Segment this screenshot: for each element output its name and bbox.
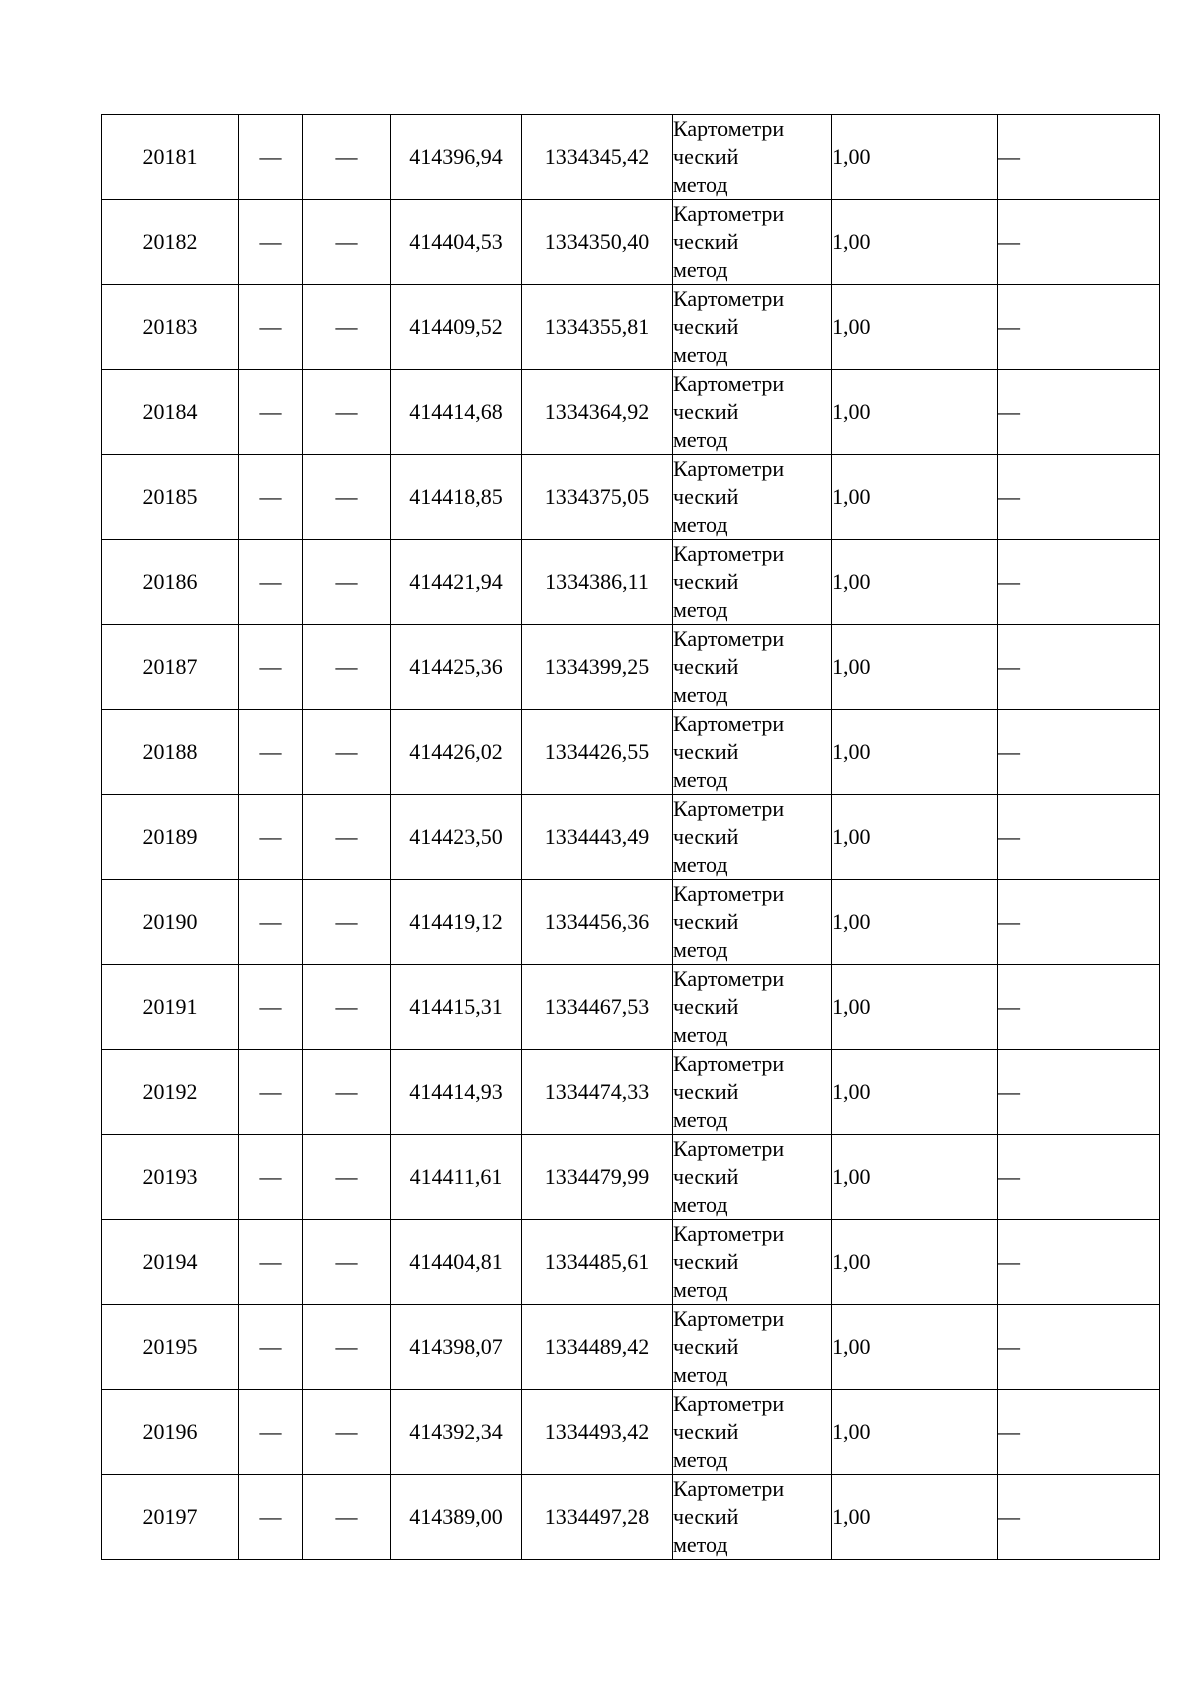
accuracy-text: 1,00 — [832, 229, 871, 254]
empty-value-cell — [303, 370, 391, 455]
description-cell — [998, 1050, 1160, 1135]
empty-value-cell — [239, 455, 303, 540]
x-coordinate-cell — [391, 1475, 522, 1560]
description-cell — [998, 540, 1160, 625]
method-cell — [673, 1135, 832, 1220]
point-number-text: 20191 — [142, 994, 198, 1019]
accuracy-text: 1,00 — [832, 739, 871, 764]
x-coordinate-text: 414426,02 — [409, 739, 503, 764]
y-coordinate-cell — [522, 1475, 673, 1560]
point-number-cell — [102, 1475, 239, 1560]
table-row — [102, 200, 1160, 285]
method-cell — [673, 285, 832, 370]
empty-value-cell — [303, 1390, 391, 1475]
accuracy-text: 1,00 — [832, 824, 871, 849]
x-coordinate-text: 414414,68 — [409, 399, 503, 424]
point-number-text: 20186 — [142, 569, 198, 594]
table-body — [102, 115, 1160, 1560]
description-text: — — [998, 314, 1020, 339]
method-text: Картометри ческий метод — [673, 626, 785, 707]
y-coordinate-text: 1334485,61 — [544, 1249, 650, 1274]
point-number-cell — [102, 795, 239, 880]
method-cell — [673, 710, 832, 795]
table-row — [102, 455, 1160, 540]
empty-value-text: — — [259, 1419, 282, 1444]
method-text: Картометри ческий метод — [673, 881, 785, 962]
x-coordinate-text: 414418,85 — [409, 484, 503, 509]
y-coordinate-cell — [522, 1135, 673, 1220]
accuracy-text: 1,00 — [832, 994, 871, 1019]
x-coordinate-text: 414411,61 — [409, 1164, 503, 1189]
point-number-cell — [102, 965, 239, 1050]
point-number-text: 20197 — [142, 1504, 198, 1529]
empty-value-text: — — [259, 654, 282, 679]
x-coordinate-text: 414409,52 — [409, 314, 503, 339]
method-cell — [673, 115, 832, 200]
empty-value-text: — — [335, 994, 358, 1019]
empty-value-cell — [303, 455, 391, 540]
empty-value-text: — — [259, 824, 282, 849]
x-coordinate-text: 414414,93 — [409, 1079, 503, 1104]
accuracy-cell — [832, 880, 998, 965]
empty-value-cell — [239, 1475, 303, 1560]
x-coordinate-cell — [391, 200, 522, 285]
accuracy-cell — [832, 1050, 998, 1135]
y-coordinate-cell — [522, 285, 673, 370]
empty-value-text: — — [259, 1504, 282, 1529]
y-coordinate-cell — [522, 880, 673, 965]
empty-value-text: — — [335, 739, 358, 764]
table-row — [102, 795, 1160, 880]
accuracy-cell — [832, 200, 998, 285]
description-text: — — [998, 994, 1020, 1019]
point-number-cell — [102, 880, 239, 965]
accuracy-text: 1,00 — [832, 909, 871, 934]
point-number-text: 20181 — [142, 144, 198, 169]
y-coordinate-text: 1334364,92 — [544, 399, 650, 424]
empty-value-text: — — [259, 994, 282, 1019]
empty-value-cell — [303, 625, 391, 710]
empty-value-text: — — [259, 229, 282, 254]
description-text: — — [998, 739, 1020, 764]
table-row — [102, 1305, 1160, 1390]
empty-value-cell — [239, 625, 303, 710]
accuracy-cell — [832, 710, 998, 795]
accuracy-text: 1,00 — [832, 654, 871, 679]
description-text: — — [998, 1249, 1020, 1274]
point-number-cell — [102, 115, 239, 200]
accuracy-text: 1,00 — [832, 399, 871, 424]
accuracy-text: 1,00 — [832, 1419, 871, 1444]
y-coordinate-text: 1334467,53 — [544, 994, 650, 1019]
empty-value-cell — [239, 200, 303, 285]
x-coordinate-text: 414396,94 — [409, 144, 503, 169]
table-row — [102, 710, 1160, 795]
x-coordinate-text: 414419,12 — [409, 909, 503, 934]
description-text: — — [998, 1334, 1020, 1359]
x-coordinate-cell — [391, 540, 522, 625]
empty-value-cell — [239, 965, 303, 1050]
accuracy-cell — [832, 625, 998, 710]
empty-value-cell — [303, 200, 391, 285]
accuracy-text: 1,00 — [832, 1249, 871, 1274]
description-cell — [998, 1390, 1160, 1475]
method-text: Картометри ческий метод — [673, 201, 785, 282]
y-coordinate-text: 1334456,36 — [544, 909, 650, 934]
point-number-text: 20185 — [142, 484, 198, 509]
description-cell — [998, 1220, 1160, 1305]
accuracy-cell — [832, 1390, 998, 1475]
y-coordinate-text: 1334375,05 — [544, 484, 650, 509]
y-coordinate-text: 1334386,11 — [545, 569, 649, 594]
point-number-text: 20187 — [142, 654, 198, 679]
table-row — [102, 1390, 1160, 1475]
x-coordinate-text: 414398,07 — [409, 1334, 503, 1359]
point-number-cell — [102, 1220, 239, 1305]
description-text: — — [998, 484, 1020, 509]
y-coordinate-cell — [522, 1220, 673, 1305]
empty-value-text: — — [335, 909, 358, 934]
y-coordinate-cell — [522, 115, 673, 200]
point-number-text: 20188 — [142, 739, 198, 764]
method-text: Картометри ческий метод — [673, 796, 785, 877]
empty-value-cell — [303, 540, 391, 625]
description-text: — — [998, 824, 1020, 849]
empty-value-cell — [303, 795, 391, 880]
accuracy-cell — [832, 1305, 998, 1390]
description-cell — [998, 1475, 1160, 1560]
description-cell — [998, 370, 1160, 455]
empty-value-text: — — [335, 654, 358, 679]
method-text: Картометри ческий метод — [673, 116, 785, 197]
description-text: — — [998, 144, 1020, 169]
x-coordinate-cell — [391, 1305, 522, 1390]
x-coordinate-text: 414389,00 — [409, 1504, 503, 1529]
empty-value-text: — — [259, 1079, 282, 1104]
point-number-text: 20189 — [142, 824, 198, 849]
y-coordinate-cell — [522, 1305, 673, 1390]
accuracy-cell — [832, 285, 998, 370]
method-cell — [673, 1390, 832, 1475]
method-cell — [673, 965, 832, 1050]
description-text: — — [998, 1504, 1020, 1529]
table-row — [102, 625, 1160, 710]
x-coordinate-text: 414415,31 — [409, 994, 503, 1019]
method-cell — [673, 1305, 832, 1390]
method-cell — [673, 1050, 832, 1135]
x-coordinate-cell — [391, 1390, 522, 1475]
empty-value-cell — [239, 285, 303, 370]
x-coordinate-cell — [391, 285, 522, 370]
empty-value-text: — — [259, 1164, 282, 1189]
empty-value-text: — — [259, 569, 282, 594]
method-cell — [673, 880, 832, 965]
empty-value-cell — [239, 1135, 303, 1220]
empty-value-text: — — [259, 909, 282, 934]
empty-value-text: — — [259, 1249, 282, 1274]
description-text: — — [998, 1164, 1020, 1189]
empty-value-text: — — [335, 1419, 358, 1444]
empty-value-text: — — [335, 1249, 358, 1274]
coordinates-table — [101, 114, 1160, 1560]
point-number-cell — [102, 1305, 239, 1390]
empty-value-cell — [239, 370, 303, 455]
empty-value-cell — [303, 1135, 391, 1220]
point-number-cell — [102, 710, 239, 795]
method-cell — [673, 370, 832, 455]
empty-value-cell — [303, 965, 391, 1050]
y-coordinate-text: 1334497,28 — [544, 1504, 650, 1529]
point-number-text: 20193 — [142, 1164, 198, 1189]
accuracy-cell — [832, 795, 998, 880]
x-coordinate-cell — [391, 795, 522, 880]
point-number-text: 20195 — [142, 1334, 198, 1359]
empty-value-text: — — [335, 144, 358, 169]
table-row — [102, 965, 1160, 1050]
y-coordinate-cell — [522, 200, 673, 285]
y-coordinate-cell — [522, 795, 673, 880]
method-text: Картометри ческий метод — [673, 1476, 785, 1557]
method-text: Картометри ческий метод — [673, 371, 785, 452]
method-text: Картометри ческий метод — [673, 286, 785, 367]
description-cell — [998, 710, 1160, 795]
accuracy-text: 1,00 — [832, 484, 871, 509]
empty-value-text: — — [259, 1334, 282, 1359]
accuracy-cell — [832, 115, 998, 200]
description-text: — — [998, 399, 1020, 424]
description-text: — — [998, 654, 1020, 679]
x-coordinate-cell — [391, 455, 522, 540]
y-coordinate-cell — [522, 965, 673, 1050]
accuracy-text: 1,00 — [832, 144, 871, 169]
empty-value-text: — — [335, 314, 358, 339]
empty-value-cell — [239, 1220, 303, 1305]
table-row — [102, 370, 1160, 455]
point-number-text: 20183 — [142, 314, 198, 339]
x-coordinate-cell — [391, 1050, 522, 1135]
method-cell — [673, 795, 832, 880]
x-coordinate-cell — [391, 1135, 522, 1220]
y-coordinate-cell — [522, 625, 673, 710]
description-cell — [998, 1135, 1160, 1220]
x-coordinate-text: 414404,81 — [409, 1249, 503, 1274]
empty-value-cell — [303, 1305, 391, 1390]
y-coordinate-cell — [522, 540, 673, 625]
accuracy-cell — [832, 370, 998, 455]
y-coordinate-text: 1334426,55 — [544, 739, 650, 764]
empty-value-text: — — [335, 1164, 358, 1189]
empty-value-text: — — [335, 399, 358, 424]
description-cell — [998, 880, 1160, 965]
accuracy-text: 1,00 — [832, 1079, 871, 1104]
method-cell — [673, 455, 832, 540]
description-text: — — [998, 569, 1020, 594]
y-coordinate-text: 1334493,42 — [544, 1419, 650, 1444]
y-coordinate-cell — [522, 370, 673, 455]
y-coordinate-text: 1334345,42 — [544, 144, 650, 169]
empty-value-text: — — [335, 484, 358, 509]
empty-value-cell — [303, 1475, 391, 1560]
empty-value-cell — [303, 880, 391, 965]
empty-value-text: — — [335, 1334, 358, 1359]
x-coordinate-text: 414392,34 — [409, 1419, 503, 1444]
method-cell — [673, 625, 832, 710]
point-number-cell — [102, 285, 239, 370]
x-coordinate-text: 414423,50 — [409, 824, 503, 849]
empty-value-text: — — [335, 824, 358, 849]
y-coordinate-cell — [522, 710, 673, 795]
method-cell — [673, 540, 832, 625]
empty-value-cell — [303, 710, 391, 795]
table-row — [102, 115, 1160, 200]
empty-value-cell — [303, 115, 391, 200]
description-text: — — [998, 1419, 1020, 1444]
method-cell — [673, 1475, 832, 1560]
empty-value-text: — — [259, 484, 282, 509]
description-cell — [998, 200, 1160, 285]
accuracy-cell — [832, 540, 998, 625]
method-text: Картометри ческий метод — [673, 541, 785, 622]
y-coordinate-cell — [522, 1390, 673, 1475]
method-text: Картометри ческий метод — [673, 1221, 785, 1302]
description-cell — [998, 115, 1160, 200]
empty-value-text: — — [259, 144, 282, 169]
x-coordinate-text: 414421,94 — [409, 569, 503, 594]
point-number-text: 20190 — [142, 909, 198, 934]
accuracy-cell — [832, 1135, 998, 1220]
empty-value-cell — [239, 710, 303, 795]
y-coordinate-cell — [522, 455, 673, 540]
point-number-text: 20182 — [142, 229, 198, 254]
empty-value-cell — [239, 1305, 303, 1390]
point-number-cell — [102, 1050, 239, 1135]
description-cell — [998, 965, 1160, 1050]
empty-value-text: — — [259, 314, 282, 339]
empty-value-text: — — [259, 399, 282, 424]
accuracy-cell — [832, 1475, 998, 1560]
description-cell — [998, 455, 1160, 540]
x-coordinate-text: 414425,36 — [409, 654, 503, 679]
point-number-text: 20196 — [142, 1419, 198, 1444]
y-coordinate-text: 1334479,99 — [544, 1164, 650, 1189]
empty-value-cell — [303, 1050, 391, 1135]
description-text: — — [998, 229, 1020, 254]
x-coordinate-cell — [391, 370, 522, 455]
y-coordinate-text: 1334350,40 — [544, 229, 650, 254]
table-row — [102, 285, 1160, 370]
method-text: Картометри ческий метод — [673, 456, 785, 537]
empty-value-cell — [239, 1050, 303, 1135]
y-coordinate-text: 1334474,33 — [544, 1079, 650, 1104]
empty-value-cell — [239, 1390, 303, 1475]
x-coordinate-cell — [391, 1220, 522, 1305]
method-cell — [673, 200, 832, 285]
description-cell — [998, 285, 1160, 370]
method-text: Картометри ческий метод — [673, 711, 785, 792]
point-number-cell — [102, 1135, 239, 1220]
point-number-text: 20184 — [142, 399, 198, 424]
x-coordinate-cell — [391, 115, 522, 200]
point-number-text: 20194 — [142, 1249, 198, 1274]
accuracy-cell — [832, 965, 998, 1050]
table-row — [102, 1220, 1160, 1305]
empty-value-cell — [239, 540, 303, 625]
x-coordinate-cell — [391, 965, 522, 1050]
x-coordinate-text: 414404,53 — [409, 229, 503, 254]
method-text: Картометри ческий метод — [673, 1306, 785, 1387]
description-text: — — [998, 1079, 1020, 1104]
empty-value-text: — — [335, 229, 358, 254]
method-text: Картометри ческий метод — [673, 1391, 785, 1472]
method-text: Картометри ческий метод — [673, 1051, 785, 1132]
x-coordinate-cell — [391, 880, 522, 965]
description-cell — [998, 795, 1160, 880]
table-row — [102, 1135, 1160, 1220]
table-row — [102, 540, 1160, 625]
description-text: — — [998, 909, 1020, 934]
table-row — [102, 880, 1160, 965]
y-coordinate-text: 1334399,25 — [544, 654, 650, 679]
y-coordinate-cell — [522, 1050, 673, 1135]
empty-value-cell — [239, 795, 303, 880]
empty-value-cell — [303, 285, 391, 370]
accuracy-text: 1,00 — [832, 314, 871, 339]
point-number-cell — [102, 625, 239, 710]
point-number-cell — [102, 455, 239, 540]
accuracy-text: 1,00 — [832, 1334, 871, 1359]
x-coordinate-cell — [391, 625, 522, 710]
y-coordinate-text: 1334443,49 — [544, 824, 650, 849]
accuracy-cell — [832, 455, 998, 540]
method-cell — [673, 1220, 832, 1305]
description-cell — [998, 625, 1160, 710]
x-coordinate-cell — [391, 710, 522, 795]
empty-value-text: — — [335, 1504, 358, 1529]
accuracy-text: 1,00 — [832, 1504, 871, 1529]
point-number-cell — [102, 1390, 239, 1475]
table-row — [102, 1475, 1160, 1560]
accuracy-text: 1,00 — [832, 569, 871, 594]
y-coordinate-text: 1334489,42 — [544, 1334, 650, 1359]
table-row — [102, 1050, 1160, 1135]
empty-value-text: — — [335, 1079, 358, 1104]
empty-value-cell — [239, 880, 303, 965]
point-number-cell — [102, 200, 239, 285]
accuracy-cell — [832, 1220, 998, 1305]
y-coordinate-text: 1334355,81 — [544, 314, 650, 339]
point-number-cell — [102, 370, 239, 455]
point-number-text: 20192 — [142, 1079, 198, 1104]
empty-value-text: — — [335, 569, 358, 594]
method-text: Картометри ческий метод — [673, 966, 785, 1047]
description-cell — [998, 1305, 1160, 1390]
accuracy-text: 1,00 — [832, 1164, 871, 1189]
empty-value-cell — [239, 115, 303, 200]
method-text: Картометри ческий метод — [673, 1136, 785, 1217]
empty-value-text: — — [259, 739, 282, 764]
empty-value-cell — [303, 1220, 391, 1305]
point-number-cell — [102, 540, 239, 625]
